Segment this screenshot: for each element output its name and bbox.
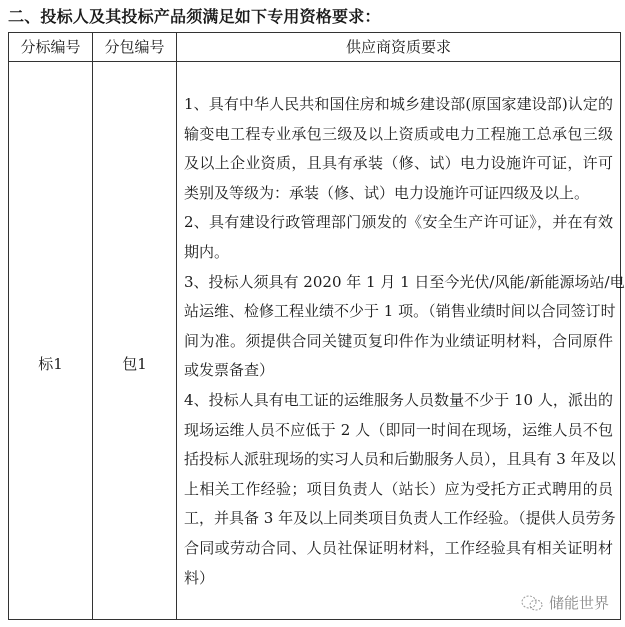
cell-requirements <box>184 90 625 593</box>
requirement-line: 工，并具备 3 年及以上同类项目负责人工作经验。（提供人员劳务 <box>184 509 616 528</box>
watermark-text: 储能世界 <box>548 594 609 612</box>
requirement-line: 2、具有建设行政管理部门颁发的《安全生产许可证》，并在有效 <box>184 213 613 232</box>
header-supplier-requirements: 供应商资质要求 <box>345 38 451 56</box>
requirement-item <box>184 386 616 593</box>
requirement-item <box>184 208 613 267</box>
requirement-line: 站运维、检修工程业绩不少于 1 项。（销售业绩时间以合同签订时 <box>184 302 616 321</box>
qualification-table <box>8 32 625 620</box>
requirement-line: 4、投标人具有电工证的运维服务人员数量不少于 10 人，派出的 <box>184 390 613 409</box>
requirement-line: 期内。 <box>184 242 230 261</box>
requirement-item <box>184 268 625 386</box>
requirement-line: 现场运维人员不应低于 2 人（即同一时间在现场，运维人员不包 <box>184 420 613 439</box>
cell-package: 包1 <box>122 355 147 373</box>
header-lot-number: 分标编号 <box>20 38 81 56</box>
requirement-item <box>184 90 613 208</box>
requirement-line: 1、具有中华人民共和国住房和城乡建设部(原国家建设部)认定的 <box>184 95 613 113</box>
cell-lot: 标1 <box>38 355 63 373</box>
requirement-line: 输变电工程专业承包三级及以上资质或电力工程施工总承包三级 <box>184 124 613 143</box>
requirement-line: 料） <box>184 568 215 587</box>
requirement-line: 括投标人派驻现场的实习人员和后勤服务人员），且具有 3 年及以 <box>184 450 616 469</box>
requirement-line: 或发票备查） <box>184 361 275 380</box>
column-divider <box>176 33 177 619</box>
header-divider <box>9 61 620 62</box>
requirement-line: 3、投标人须具有 2020 年 1 月 1 日至今光伏/风能/新能源场站/电 <box>184 272 625 291</box>
requirement-line: 合同或劳动合同、人员社保证明材料，工作经验具有相关证明材 <box>184 538 613 557</box>
watermark <box>521 592 609 613</box>
requirement-line: 及以上企业资质，且具有承装（修、试）电力设施许可证，许可 <box>184 154 613 173</box>
header-package-number: 分包编号 <box>104 38 165 56</box>
section-title: 二、投标人及其投标产品须满足如下专用资格要求： <box>8 7 381 26</box>
requirement-line: 上相关工作经验；项目负责人（站长）应为受托方正式聘用的员 <box>184 479 613 498</box>
requirement-line: 间为准。须提供合同关键页复印件作为业绩证明材料，合同原件 <box>184 331 613 350</box>
requirement-line: 类别及等级为：承装（修、试）电力设施许可证四级及以上。 <box>184 183 590 202</box>
wechat-icon <box>521 594 543 612</box>
column-divider <box>92 33 93 619</box>
